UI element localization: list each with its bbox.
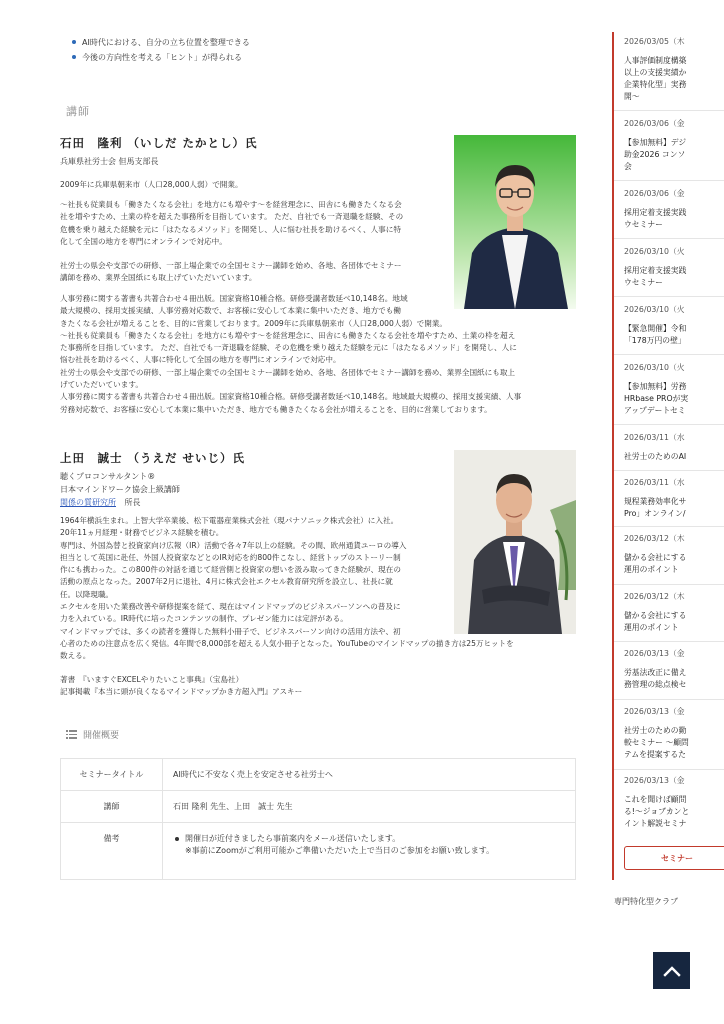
organization-link[interactable]: 関係の質研究所 [60, 498, 116, 507]
news-item[interactable]: 2026/03/12（木 儲かる会社にする 運用のポイント [624, 534, 687, 574]
speaker-name: 石田 隆利 （いしだ たかとし）氏 [60, 136, 258, 150]
speaker-title: 日本マインドワーク協会上級講師 [60, 485, 180, 494]
overview-table [60, 758, 576, 880]
back-to-top-button[interactable] [653, 952, 690, 989]
news-item[interactable]: 2026/03/11（水 規程業務効率化サ Pro」オンライン/ [624, 478, 687, 518]
news-item[interactable]: 2026/03/06（金 【参加無料】デジ 助金2026 コンソ 会 [624, 119, 687, 171]
speaker-bio-intro: 2009年に兵庫県朝来市（人口28,000人弱）で開業。 [60, 180, 243, 189]
speaker-name: 上田 誠士 （うえだ せいじ）氏 [60, 451, 246, 465]
list-icon [66, 730, 77, 739]
benefit-item: AI時代における、自分の立ち位置を整理できる [72, 35, 250, 50]
chevron-up-icon [663, 965, 681, 977]
table-value: 開催日が近付きましたら事前案内をメール送信いたします。 ※事前にZoomがご利用可能かご準備いただいた上で当日のご参加をお願い致します。 [163, 823, 576, 880]
table-row [61, 823, 576, 880]
news-item[interactable]: 2026/03/12（木 儲かる会社にする 運用のポイント [624, 592, 687, 632]
overview-heading-text: 開催概要 [83, 731, 120, 741]
speaker-bio-seminars: 社労士の県会や支部での研修、一部上場企業での全国セミナー講師を始め、各地、各団体でセミナー 講師を務め、業界全国紙にも取上げていただいています。 [60, 261, 402, 283]
table-value: 石田 隆利 先生、上田 誠士 先生 [163, 791, 576, 823]
lecturers-heading: 講師 [66, 105, 90, 118]
news-item[interactable]: 2026/03/11（水 社労士のためのAI [624, 433, 687, 461]
speaker-affiliation: 兵庫県社労士会 但馬支部長 [60, 157, 159, 166]
table-row [61, 759, 576, 791]
news-item[interactable]: 2026/03/10（火 採用定着支援実践 ウセミナー [624, 247, 687, 287]
news-item[interactable]: 2026/03/05（木 人事評価制度構築 以上の支援実績か 企業特化型」実務 開〜 [624, 37, 687, 101]
news-item[interactable]: 2026/03/13（金 これを聞けば顧問 る!〜ジョブカンと イント解説セミナ [624, 776, 690, 828]
news-item[interactable]: 2026/03/10（火 【緊急開催】令和 「178万円の壁」 [624, 305, 687, 345]
news-item[interactable]: 2026/03/10（火 【参加無料】労務 HRbase PROが実 アップデートセミ [624, 363, 689, 415]
table-key: 備考 [61, 823, 163, 880]
overview-heading [66, 728, 119, 741]
table-key: 講師 [61, 791, 163, 823]
speaker-ueda [60, 450, 576, 697]
speaker-ishida [60, 135, 576, 414]
news-sidebar [612, 32, 724, 880]
table-key: セミナータイトル [61, 759, 163, 791]
seminar-list-button[interactable]: セミナー [624, 846, 724, 870]
speaker-title: 聴くプロコンサルタント® [60, 472, 156, 481]
news-item[interactable]: 2026/03/13（金 労基法改正に備え 務管理の総点検セ [624, 649, 687, 689]
benefit-item: 今後の方向性を考える「ヒント」が得られる [72, 50, 250, 65]
news-item[interactable]: 2026/03/06（金 採用定着支援実践 ウセミナー [624, 189, 687, 229]
table-row [61, 791, 576, 823]
news-item[interactable]: 2026/03/13（金 社労士のための勤 較セミナー 〜顧問 テムを提案するた [624, 707, 689, 759]
specialized-club-link[interactable]: 専門特化型クラブ [614, 897, 678, 906]
speaker-photo-ueda [454, 450, 576, 634]
speaker-organization: 関係の質研究所 所長 [60, 498, 141, 507]
speaker-works: 著書 『いますぐEXCELやりたいこと事典』（宝島社） 記事掲載『本当に頭が良くなるマインドマップかき方超入門』アスキー [60, 675, 303, 697]
table-value: AI時代に不安なく売上を安定させる社労士へ [163, 759, 576, 791]
speaker-photo-ishida [454, 135, 576, 309]
speaker-bio-philosophy: 〜社長も従業員も「働きたくなる会社」を地方にも増やす〜を経営理念に、田舎にも働きたくなる会 社を増やすため、土業の枠を超えた事務所を目指しています。 ただ、自社でも一斉退職を経験、その 危機を乗り越えた経験を元に「はたなるメソッド」を開発し、人に悩む社長を助けるべく、人事に特 化して全国の地方を専門にオンラインで対応中。 [60, 200, 404, 246]
speaker-bio: 1964年横浜生まれ。上智大学卒業後、松下電器産業株式会社（現パナソニック株式会社）に入社。 20年11ヵ月経理・財務でビジネス経験を積む。 専門は、外国為替と投資家向け広報（IR）活動で各々7年以上の経験。その間、欧州通貨ユーロの導入 担当として英国に赴任、外国人投資家などとのIR対応を約800件こなし、経営トップのストーリー制 作にも携わった。この800件の対話を通じて経営側と投資家の想いを汲み取ってきた経験が、現在の 活動の原点となった。2007年2月に退社、4月に株式会社エクセル教育研究所を設立し、社長に就 任。以降現職。 エクセルを用いた業務改善や研修提案を経て、現在はマインドマップのビジネスパーソンへの普及に 力を入れている。IR時代に培ったコンテンツの制作、プレゼン能力には定評がある。 マインドマップでは、多くの読者を獲得した無料小冊子で、ビジネスパーソン向けの活用方法や、初 心者のための注意点を広く発信。4年間で8,000部を超える人気小冊子となった。YouTubeのマインドマップの描き方は25万ヒットを 数える。 [60, 516, 514, 661]
benefit-list [72, 35, 250, 65]
speaker-bio-books: 人事労務に関する著書も共著合わせ４冊出版。国家資格10種合格。研修受講者数延べ10,148名。地域 最大規模の、採用支援実績、人事労務対応数で、お客様に安心して本業に集中いただき、地方でも働 きたくなる会社が増えることを、目的に営業しております。2009年に兵庫県朝来市（人口28,000人弱）で開業。 〜社長も従業員も「働きたくなる会社」を地方にも増やす〜を経営理念に、田舎にも働きたくなる会社を増やすため、土業の枠を超え た事務所を目指しています。 ただ、自社でも一斉退職を経験、その危機を乗り越えた経験を元に「はたなるメソッド」を開発し、人に 悩む社長を助けるべく、人事に特化して全国の地方を専門にオンラインで対応中。 社労士の県会や支部での研修、一部上場企業での全国セミナー講師を始め、各地、各団体でセミナー講師を務め、業界全国紙にも取上 げていただいています。 人事労務に関する著書も共著合わせ４冊出版。国家資格10種合格。研修受講者数延べ10,148名。地域最大規模の、採用支援実績、人事 労務対応数で、お客様に安心して本業に集中いただき、地方でも働きたくなる会社が増えることを、目的に営業しております。 [60, 294, 522, 414]
